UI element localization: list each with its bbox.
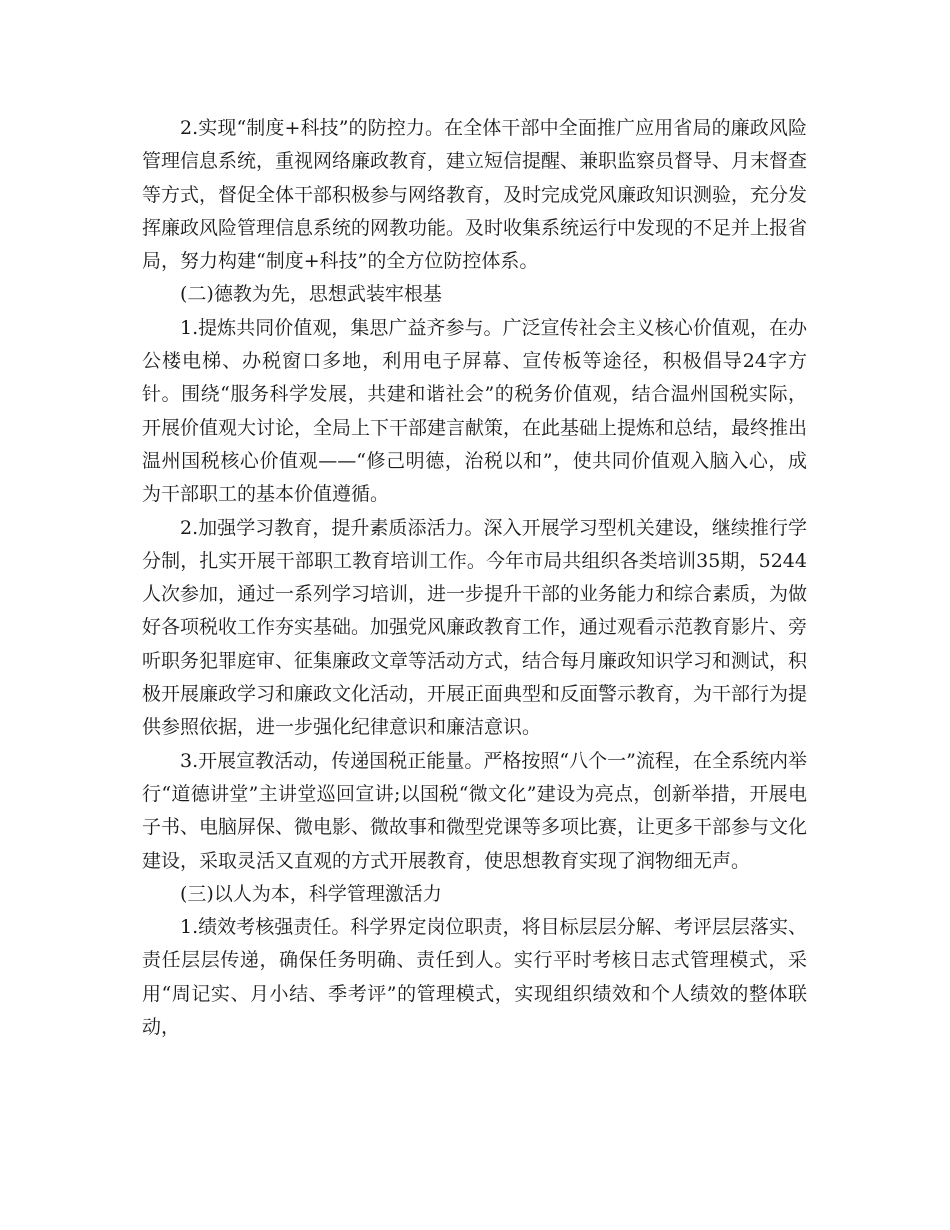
paragraph-performance-assessment: 1.绩效考核强责任。科学界定岗位职责，将目标层层分解、考评层层落实、责任层层传递，确保任务明确、责任到人。实行平时考核日志式管理模式，采用“周记实、月小结、季考评”的管理模式，实现组织绩效和个人绩效的整体联动， xyxy=(142,916,807,1039)
paragraph-system-tech-control: 2.实现“制度+科技”的防控力。在全体干部中全面推广应用省局的廉政风险管理信息系统，重视网络廉政教育，建立短信提醒、兼职监察员督导、月末督查等方式，督促全体干部积极参与网络教育，及时完成党风廉政知识测验，充分发挥廉政风险管理信息系统的网教功能。及时收集系统运行中发现的不足并上报省局，努力构建“制度+科技”的全方位防控体系。 xyxy=(142,117,808,273)
document-body xyxy=(142,112,807,1044)
paragraph-learning-education: 2.加强学习教育，提升素质添活力。深入开展学习型机关建设，继续推行学分制，扎实开展干部职工教育培训工作。今年市局共组织各类培训35期，5244人次参加，通过一系列学习培训，进一步提升干部的业务能力和综合素质，为做好各项税收工作夯实基础。加强党风廉政教育工作，通过观看示范教育影片、旁听职务犯罪庭审、征集廉政文章等活动方式，结合每月廉政知识学习和测试，积极开展廉政学习和廉政文化活动，开展正面典型和反面警示教育，为干部行为提供参照依据，进一步强化纪律意识和廉洁意识。 xyxy=(142,516,808,739)
paragraph-publicity-activities: 3.开展宣教活动，传递国税正能量。严格按照“八个一”流程，在全系统内举行“道德讲堂”主讲堂巡回宣讲;以国税“微文化”建设为亮点，创新举措，开展电子书、电脑屏保、微电影、微故事和微型党课等多项比赛，让更多干部参与文化建设，采取灵活又直观的方式开展教育，使思想教育实现了润物细无声。 xyxy=(142,749,808,872)
section-heading-people-oriented: (三)以人为本，科学管理激活力 xyxy=(180,882,442,905)
section-heading-moral-education: (二)德教为先，思想武装牢根基 xyxy=(180,283,442,306)
paragraph-shared-values: 1.提炼共同价值观，集思广益齐参与。广泛宣传社会主义核心价值观，在办公楼电梯、办税窗口多地，利用电子屏幕、宣传板等途径，积极倡导24字方针。围绕“服务科学发展，共建和谐社会”的税务价值观，结合温州国税实际，开展价值观大讨论，全局上下干部建言献策，在此基础上提炼和总结，最终推出温州国税核心价值观——“修己明德，治税以和”，使共同价值观入脑入心，成为干部职工的基本价值遵循。 xyxy=(142,316,808,506)
